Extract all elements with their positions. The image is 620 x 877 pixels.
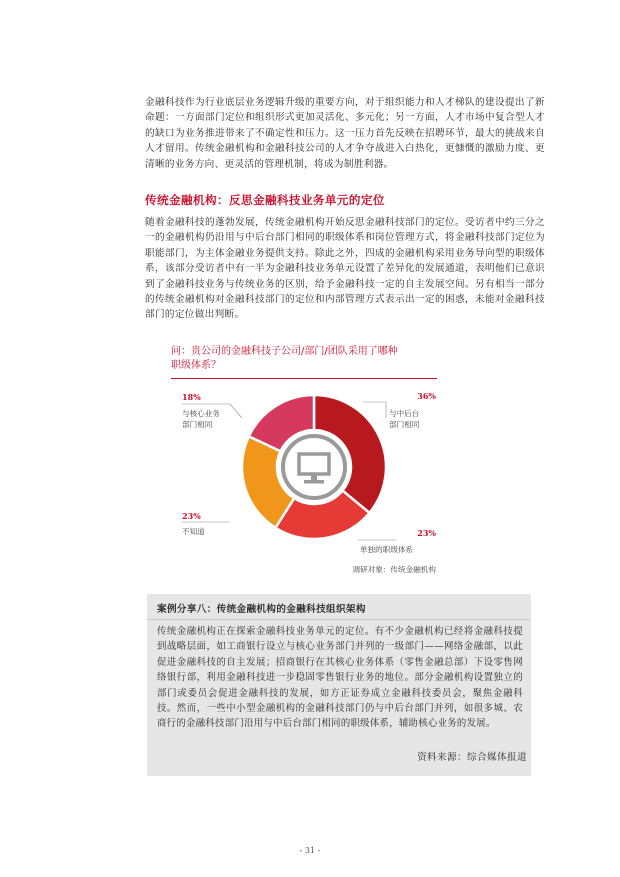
case-study-title: 案例分享八：传统金融机构的金融科技组织架构 [157, 604, 366, 615]
slice-value-label: 23% [417, 528, 436, 538]
chart-title-rule [171, 378, 437, 379]
slice-value-label: 18% [182, 392, 201, 402]
section-body: 随着金融科技的蓬勃发展，传统金融机构开始反思金融科技部门的定位。受访者中约三分之一的金融机构仍沿用与中后台部门相同的职级体系和岗位管理方式，将金融科技部门定位为职能部门，为主体金融业务提供支持。除此之外，四成的金融机构采用业务导向型的职级体系，该部分受访者中有一半为金融科技业务单元设置了差异化的发展通道，表明他们已意识到了金融科技业务与传统业务的区别，给予金融科技一定的自主发展空间。另有相当一部分的传统金融机构对金融科技部门的定位和内部管理方式表示出一定的困惑，未能对金融科技部门的定位做出判断。 [145, 217, 545, 321]
case-study-body: 传统金融机构正在探索金融科技业务单元的定位。有不少金融机构已经将金融科技提到战略层面，如工商银行设立与核心业务部门并列的一级部门——网络金融部，以此促进金融科技的自主发展；招商银行在其核心业务体系（零售金融总部）下设零售网络银行部，利用金融科技进一步稳固零售银行业务的地位。部分金融机构设置独立的部门或委员会促进金融科技的发展，如方正证券成立金融科技委员会，聚焦金融科技。然而，一些中小型金融机构的金融科技部门仍与中后台部门并列，如很多城、农商行的金融科技部门沿用与中后台部门相同的职级体系，辅助核心业务的发展。 [157, 626, 523, 730]
svg-text:部门相同: 部门相同 [389, 420, 420, 429]
svg-text:与中后台: 与中后台 [389, 409, 420, 418]
page-number: - 31 - [299, 846, 321, 855]
slice-category-label: 单独的职级体系 [360, 545, 414, 554]
intro-paragraph: 金融科技作为行业底层业务逻辑升级的重要方向，对于组织能力和人才梯队的建设提出了新命题：一方面部门定位和组织形式更加灵活化、多元化；另一方面，人才市场中复合型人才的缺口为业务推进带来了不确定性和压力。这一压力首先反映在招聘环节，最大的挑战来自人才留用。传统金融机构和金融科技公司的人才争夺战进入白热化，更慷慨的激励力度、更清晰的业务方向、更灵活的管理机制，将成为制胜利器。 [145, 97, 545, 170]
monitor-icon [277, 430, 351, 504]
section-title: 传统金融机构：反思金融科技业务单元的定位 [145, 193, 385, 207]
chart-title: 问：贵公司的金融科技子公司/部门/团队采用了哪种职级体系？ [171, 346, 398, 371]
svg-text:与核心业务: 与核心业务 [182, 409, 220, 418]
slice-value-label: 23% [182, 511, 201, 521]
case-study-rule [147, 619, 531, 620]
slice-value-label: 36% [417, 391, 436, 401]
chart-note: 调研对象：传统金融机构 [352, 565, 436, 574]
slice-category-label: 不知道 [182, 527, 205, 536]
case-study-source: 资料来源：综合媒体报道 [417, 752, 527, 763]
svg-text:部门相同: 部门相同 [182, 420, 213, 429]
donut-chart [170, 380, 440, 580]
